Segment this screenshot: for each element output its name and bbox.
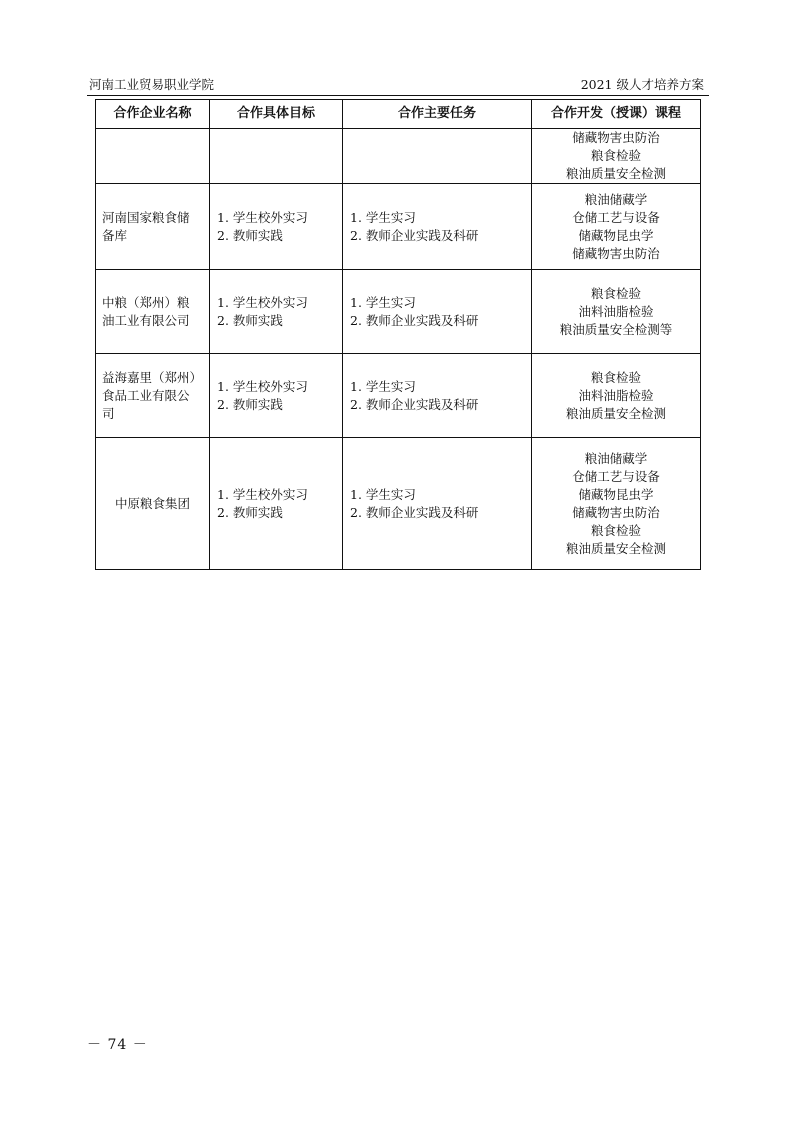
goals-cell xyxy=(210,354,343,438)
goal-item: 2. 教师实践 xyxy=(217,227,283,243)
task-item: 2. 教师企业实践及科研 xyxy=(350,227,479,243)
course-item: 粮油质量安全检测 xyxy=(565,166,666,181)
course-item: 粮食检验 xyxy=(590,285,641,301)
company-name-line: 益海嘉里（郑州） xyxy=(102,369,203,385)
column-header-company: 合作企业名称 xyxy=(96,100,210,129)
course-item: 仓储工艺与设备 xyxy=(572,468,660,484)
task-item: 2. 教师企业实践及科研 xyxy=(350,396,479,412)
company-name-line: 食品工业有限公 xyxy=(102,387,190,403)
company-name-line: 备库 xyxy=(102,227,128,243)
course-item: 粮油储藏学 xyxy=(584,191,648,207)
company-cell xyxy=(96,129,210,184)
company-name-line: 油工业有限公司 xyxy=(102,312,190,328)
table-row xyxy=(96,354,701,438)
goal-item: 2. 教师实践 xyxy=(217,312,283,328)
courses-cell xyxy=(532,438,701,570)
tasks-cell xyxy=(343,184,532,270)
course-item: 粮油质量安全检测 xyxy=(565,405,666,421)
cooperation-table xyxy=(95,99,701,570)
course-item: 粮油质量安全检测 xyxy=(565,540,666,556)
course-item: 粮油质量安全检测等 xyxy=(559,321,673,337)
goal-item: 1. 学生校外实习 xyxy=(217,486,308,502)
tasks-cell xyxy=(343,354,532,438)
courses-cell xyxy=(532,270,701,354)
column-header-goals: 合作具体目标 xyxy=(210,100,343,129)
table-row xyxy=(96,438,701,570)
goal-item: 1. 学生校外实习 xyxy=(217,378,308,394)
task-item: 2. 教师企业实践及科研 xyxy=(350,312,479,328)
goals-cell xyxy=(210,270,343,354)
column-header-tasks: 合作主要任务 xyxy=(343,100,532,129)
document-title: 2021 级人才培养方案 xyxy=(580,77,704,92)
course-item: 储藏物昆虫学 xyxy=(578,486,654,502)
table-row-continued xyxy=(96,129,701,184)
table-row xyxy=(96,270,701,354)
company-name-line: 河南国家粮食储 xyxy=(102,209,190,225)
table-row xyxy=(96,184,701,270)
courses-cell xyxy=(532,129,701,184)
course-item: 储藏物害虫防治 xyxy=(572,504,660,520)
page-header xyxy=(87,76,707,94)
courses-cell xyxy=(532,184,701,270)
goals-cell xyxy=(210,129,343,184)
table-header-row xyxy=(96,100,701,129)
tasks-cell xyxy=(343,270,532,354)
goal-item: 2. 教师实践 xyxy=(217,396,283,412)
course-item: 粮食检验 xyxy=(590,369,641,385)
company-cell xyxy=(96,438,210,570)
task-item: 1. 学生实习 xyxy=(350,294,416,310)
header-rule xyxy=(87,95,709,96)
company-cell xyxy=(96,184,210,270)
company-name-line: 中原粮食集团 xyxy=(114,495,190,511)
course-item: 仓储工艺与设备 xyxy=(572,209,660,225)
course-item: 粮油储藏学 xyxy=(584,450,648,466)
page-number: － 74 － xyxy=(87,1037,148,1053)
company-cell xyxy=(96,270,210,354)
company-name-line: 司 xyxy=(102,405,115,421)
school-name: 河南工业贸易职业学院 xyxy=(89,77,215,92)
course-item: 油料油脂检验 xyxy=(578,303,654,319)
tasks-cell xyxy=(343,129,532,184)
goal-item: 1. 学生校外实习 xyxy=(217,209,308,225)
goal-item: 2. 教师实践 xyxy=(217,504,283,520)
course-item: 储藏物害虫防治 xyxy=(572,130,660,145)
course-item: 油料油脂检验 xyxy=(578,387,654,403)
goal-item: 1. 学生校外实习 xyxy=(217,294,308,310)
course-item: 粮食检验 xyxy=(590,522,641,538)
task-item: 2. 教师企业实践及科研 xyxy=(350,504,479,520)
task-item: 1. 学生实习 xyxy=(350,378,416,394)
goals-cell xyxy=(210,184,343,270)
course-item: 粮食检验 xyxy=(590,148,641,163)
company-cell xyxy=(96,354,210,438)
goals-cell xyxy=(210,438,343,570)
course-item: 储藏物害虫防治 xyxy=(572,245,660,261)
column-header-courses: 合作开发（授课）课程 xyxy=(532,100,701,129)
courses-cell xyxy=(532,354,701,438)
task-item: 1. 学生实习 xyxy=(350,209,416,225)
company-name-line: 中粮（郑州）粮 xyxy=(102,294,190,310)
course-item: 储藏物昆虫学 xyxy=(578,227,654,243)
tasks-cell xyxy=(343,438,532,570)
task-item: 1. 学生实习 xyxy=(350,486,416,502)
